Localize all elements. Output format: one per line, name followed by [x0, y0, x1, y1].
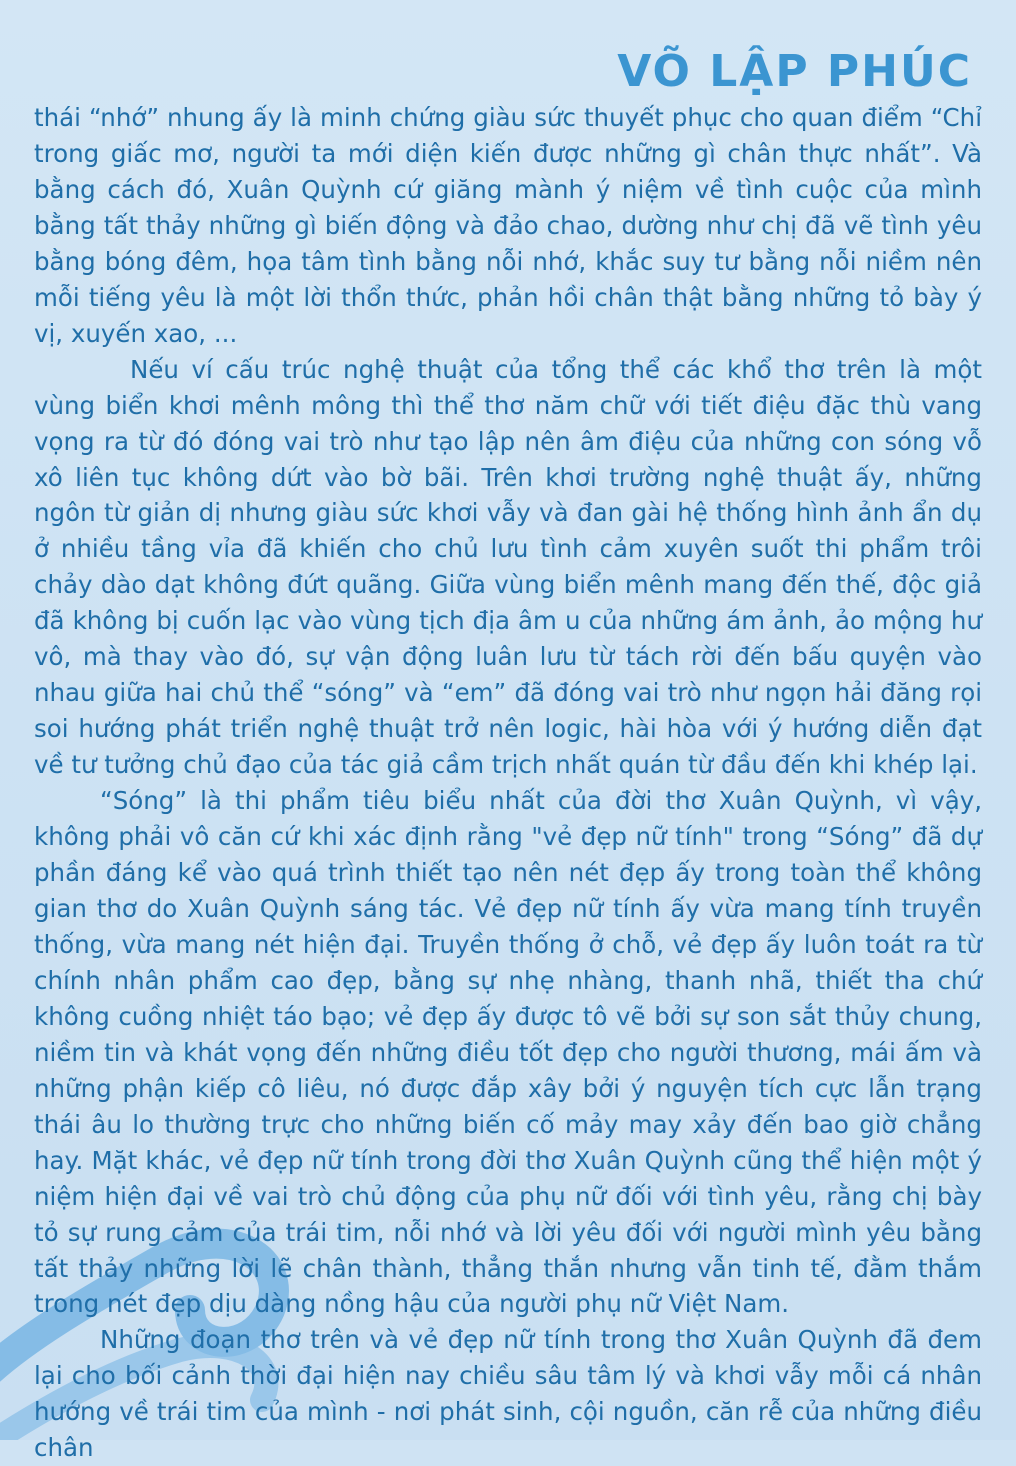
- paragraph-2: Nếu ví cấu trúc nghệ thuật của tổng thể các khổ thơ trên là một vùng biển khơi mênh mông thì thể thơ năm chữ với tiết điệu đặc thù vang vọng ra từ đó đóng vai trò như tạo lập nên âm điệu của những con sóng vỗ xô liên tục không dứt vào bờ bãi. Trên khơi trường nghệ thuật ấy, những ngôn từ giản dị nhưng giàu sức khơi vẫy và đan gài hệ thống hình ảnh ẩn dụ ở nhiều tầng vỉa đã khiến cho chủ lưu tình cảm xuyên suốt thi phẩm trôi chảy dào dạt không đứt quãng. Giữa vùng biển mênh mang đến thế, độc giả đã không bị cuốn lạc vào vùng tịch địa âm u của những ám ảnh, ảo mộng hư vô, mà thay vào đó, sự vận động luân lưu từ tách rời đến bấu quyện vào nhau giữa hai chủ thể “sóng” và “em” đã đóng vai trò như ngọn hải đăng rọi soi hướng phát triển nghệ thuật trở nên logic, hài hòa với ý hướng diễn đạt về tư tưởng chủ đạo của tác giả cầm trịch nhất quán từ đầu đến khi khép lại.: [34, 354, 982, 780]
- author-name: VÕ LẬP PHÚC: [617, 46, 972, 97]
- paragraph-4: Những đoạn thơ trên và vẻ đẹp nữ tính trong thơ Xuân Quỳnh đã đem lại cho bối cảnh thời đại hiện nay chiều sâu tâm lý và khơi vẫy mỗi cá nhân hướng về trái tim của mình - nơi phát sinh, cội nguồn, căn rễ của những điều chân: [34, 1325, 982, 1463]
- article-body: [34, 100, 982, 1466]
- paragraph-1: thái “nhớ” nhung ấy là minh chứng giàu sức thuyết phục cho quan điểm “Chỉ trong giấc mơ, người ta mới diện kiến được những gì chân thực nhất”. Và bằng cách đó, Xuân Quỳnh cứ giăng mành ý niệm về tình cuộc của mình bằng tất thảy những gì biến động và đảo chao, dường như chị đã vẽ tình yêu bằng bóng đêm, họa tâm tình bằng nỗi nhớ, khắc suy tư bằng nỗi niềm nên mỗi tiếng yêu là một lời thổn thức, phản hồi chân thật bằng những tỏ bày ý vị, xuyến xao, ...: [34, 103, 982, 348]
- paragraph-3: “Sóng” là thi phẩm tiêu biểu nhất của đời thơ Xuân Quỳnh, vì vậy, không phải vô căn cứ khi xác định rằng "vẻ đẹp nữ tính" trong “Sóng” đã dự phần đáng kể vào quá trình thiết tạo nên nét đẹp ấy trong toàn thể không gian thơ do Xuân Quỳnh sáng tác. Vẻ đẹp nữ tính ấy vừa mang tính truyền thống, vừa mang nét hiện đại. Truyền thống ở chỗ, vẻ đẹp ấy luôn toát ra từ chính nhân phẩm cao đẹp, bằng sự nhẹ nhàng, thanh nhã, thiết tha chứ không cuồng nhiệt táo bạo; vẻ đẹp ấy được tô vẽ bởi sự son sắt thủy chung, niềm tin và khát vọng đến những điều tốt đẹp cho người thương, mái ấm và những phận kiếp cô liêu, nó được đắp xây bởi ý nguyện tích cực lẫn trạng thái âu lo thường trực cho những biến cố mảy may xảy đến bao giờ chẳng hay. Mặt khác, vẻ đẹp nữ tính trong đời thơ Xuân Quỳnh cũng thể hiện một ý niệm hiện đại về vai trò chủ động của phụ nữ đối với tình yêu, rằng chị bày tỏ sự rung cảm của trái tim, nỗi nhớ và lời yêu đối với người mình yêu bằng tất thảy những lời lẽ chân thành, thẳng thắn nhưng vẫn tinh tế, đằm thắm trong nét đẹp dịu dàng nồng hậu của người phụ nữ Việt Nam.: [34, 786, 982, 1319]
